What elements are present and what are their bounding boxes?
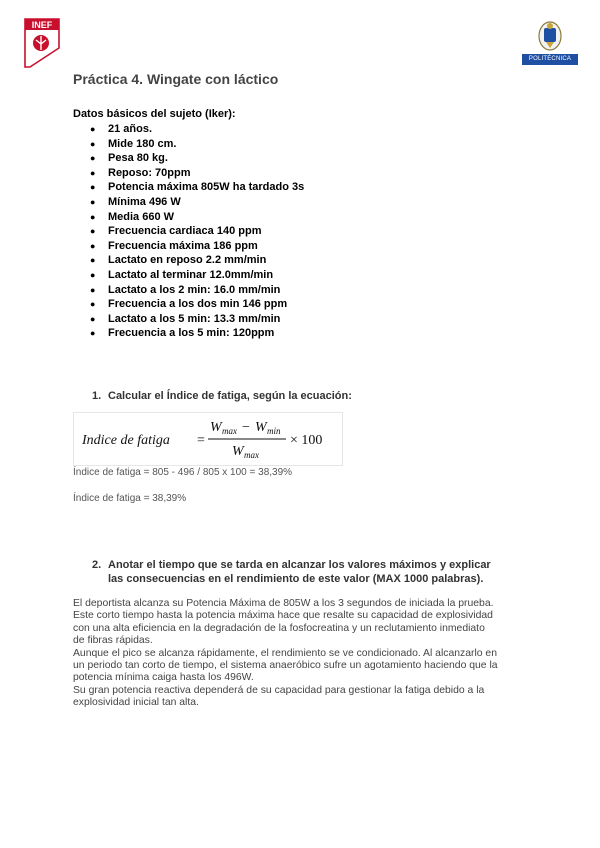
answer-line: un periodo tan corto de tiempo, el sistema anaeróbico sufre un agotamiento haciendo que la [73,660,498,672]
list-item: ● Lactato en reposo 2.2 mm/min [90,254,267,267]
formula-numerator-w: W [210,420,222,435]
answer-line: de fibras rápidas. [73,635,153,647]
list-item: ● Frecuencia cardiaca 140 ppm [90,225,262,238]
upm-logo [522,18,578,66]
formula-equals: = [197,433,205,448]
answer-line: con una alta eficiencia en la degradación de la fosfocreatina y un reclutamiento inmediato [73,622,485,634]
calc-line-1: Índice de fatiga = 805 - 496 / 805 x 100 = 38,39% [73,467,293,478]
list-item: ● Media 660 W [90,210,175,223]
bullet-icon: ● [90,167,96,178]
list-item: ● Lactato a los 5 min: 13.3 mm/min [90,312,281,325]
list-item: ● Pesa 80 kg. [90,152,168,165]
answer-line: Este corto tiempo hasta la potencia máxima hace que resalte su capacidad de explosividad [73,610,493,622]
formula-numerator-min: min [267,426,281,436]
bullet-icon: ● [90,313,96,324]
list-item: ● Lactato al terminar 12.0mm/min [90,268,274,281]
crest-icon [522,18,578,54]
bullet-icon: ● [90,153,96,164]
formula-times-100: × 100 [290,433,323,448]
answer-line: Su gran potencia reactiva dependerá de su capacidad para gestionar la fatiga debido a la [73,684,485,696]
list-item: ● Frecuencia a los 5 min: 120ppm [90,327,275,340]
bullet-icon: ● [90,299,96,310]
formula-denominator-max: max [244,450,259,460]
question-1-text: Calcular el Índice de fatiga, según la ecuación: [108,390,352,402]
inef-logo [24,18,60,68]
subject-data-list [90,122,304,341]
list-item: ● Mide 180 cm. [90,137,177,150]
question-2-text: Anotar el tiempo que se tarda en alcanzar los valores máximos y explicar las consecuencias en el rendimiento de este valor (MAX 1000 palabras). [108,559,491,585]
subject-heading: Datos básicos del sujeto (Iker): [73,108,236,120]
bullet-icon: ● [90,226,96,237]
answer-line: explosividad inicial tan alta. [73,697,199,709]
answer-line: potencia mínima caiga hasta los 496W. [73,672,254,684]
inef-logo-text: INEF [31,20,53,30]
list-item: ● Frecuencia a los dos min 146 ppm [90,298,288,311]
bullet-icon: ● [90,182,96,193]
formula-denominator-w: W [232,444,244,459]
bullet-icon: ● [90,240,96,251]
question-2-number: 2. [92,559,102,571]
answer-line: Aunque el pico se alcanza rápidamente, el rendimiento se ve condicionado. Al alcanzarlo en [73,647,497,659]
question-1 [92,389,498,403]
list-item: ● Mínima 496 W [90,195,181,208]
upm-logo-text: POLITÉCNICA [522,54,578,65]
bullet-icon: ● [90,284,96,295]
formula-lhs: Indice de fatiga [82,433,170,448]
page-title: Práctica 4. Wingate con láctico [73,71,279,87]
formula-numerator-w2: W [255,420,267,435]
formula-numerator-max: max [222,426,237,436]
formula-minus: − [242,420,250,435]
list-item: ● Reposo: 70ppm [90,166,191,179]
bullet-icon: ● [90,211,96,222]
answer-paragraph [73,598,533,710]
bullet-icon: ● [90,255,96,266]
list-item: ● Lactato a los 2 min: 16.0 mm/min [90,283,281,296]
bullet-icon: ● [90,138,96,149]
bullet-icon: ● [90,328,96,339]
bullet-icon: ● [90,196,96,207]
list-item: ● 21 años. [90,123,153,135]
bullet-icon: ● [90,124,96,134]
calc-line-2: Índice de fatiga = 38,39% [73,493,187,504]
list-item: ● Frecuencia máxima 186 ppm [90,239,258,252]
fatigue-formula [73,412,343,466]
list-item: ● Potencia máxima 805W ha tardado 3s [90,181,305,194]
answer-line: El deportista alcanza su Potencia Máxima de 805W a los 3 segundos de iniciada la prueba. [73,598,494,609]
question-2 [92,558,498,586]
bullet-icon: ● [90,269,96,280]
question-1-number: 1. [92,390,102,402]
